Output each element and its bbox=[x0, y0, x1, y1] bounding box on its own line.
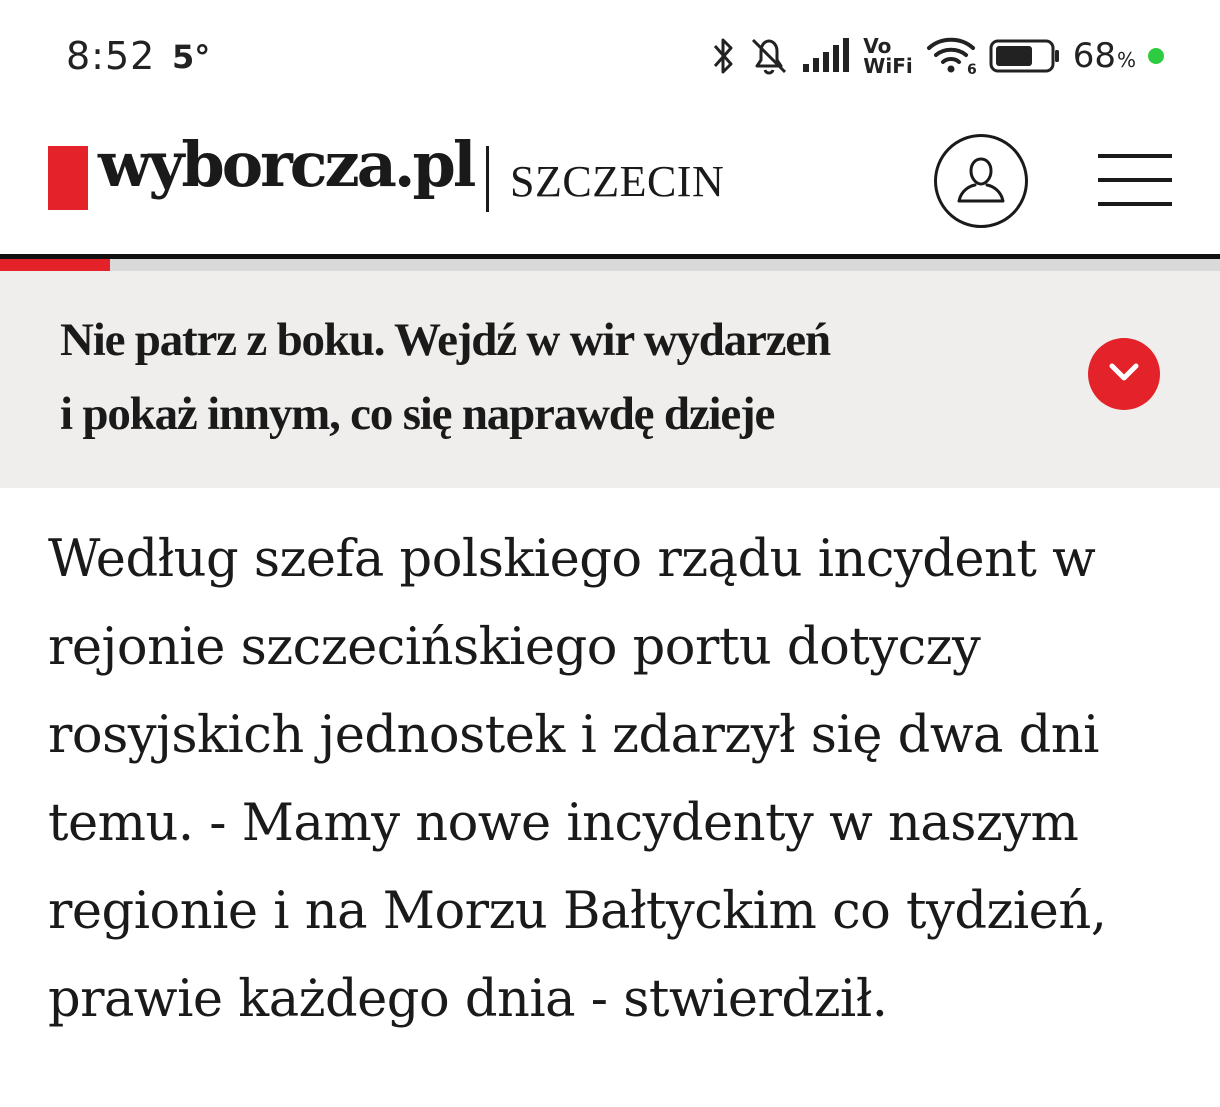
logo-divider bbox=[486, 146, 489, 212]
status-time: 8:52 bbox=[66, 34, 156, 78]
status-temperature: 5° bbox=[172, 38, 211, 76]
promo-text: Nie patrz z boku. Wejdź w wir wydarzeń i pokaż innym, co się naprawdę dzieje bbox=[60, 314, 830, 440]
mute-bell-icon bbox=[749, 34, 789, 78]
site-header bbox=[0, 110, 1220, 256]
chevron-down-icon bbox=[1104, 352, 1144, 397]
battery-percent-unit: % bbox=[1116, 48, 1136, 72]
menu-button[interactable] bbox=[1098, 154, 1172, 208]
account-button[interactable] bbox=[934, 134, 1028, 228]
bluetooth-icon bbox=[711, 34, 737, 78]
vowifi-icon bbox=[863, 36, 912, 76]
site-logo[interactable]: wyborcza.pl bbox=[98, 128, 474, 201]
signal-icon bbox=[801, 36, 851, 76]
promo-banner[interactable] bbox=[0, 271, 1220, 488]
hamburger-line bbox=[1098, 202, 1172, 206]
status-bar bbox=[0, 0, 1220, 110]
battery-percent-value: 68 bbox=[1072, 36, 1116, 76]
logo-red-block bbox=[48, 146, 88, 210]
wifi-badge: 6 bbox=[966, 62, 977, 78]
wifi-icon bbox=[925, 34, 977, 78]
reading-progress-fill bbox=[0, 259, 110, 271]
promo-expand-button[interactable] bbox=[1088, 338, 1160, 410]
section-name[interactable]: SZCZECIN bbox=[510, 157, 725, 206]
vowifi-bottom-label: WiFi bbox=[863, 54, 913, 78]
battery-icon bbox=[989, 38, 1061, 74]
hamburger-line bbox=[1098, 178, 1172, 182]
hamburger-line bbox=[1098, 154, 1172, 158]
status-icons bbox=[711, 30, 1164, 82]
article-paragraph: Według szefa polskiego rządu incydent w rejonie szczecińskiego portu dotyczy rosyjskich jednostek i zdarzył się dwa dni temu. - Mamy nowe incydenty w naszym regionie i na Morzu Bałtyckim co tydzień, prawie każdego dnia - stwierdził. bbox=[48, 530, 1107, 1029]
user-icon bbox=[953, 151, 1009, 212]
reading-progress-bar bbox=[0, 259, 1220, 271]
green-dot-indicator bbox=[1148, 48, 1164, 64]
vowifi-top-label: Vo bbox=[863, 34, 892, 58]
battery-percent bbox=[1073, 36, 1136, 76]
